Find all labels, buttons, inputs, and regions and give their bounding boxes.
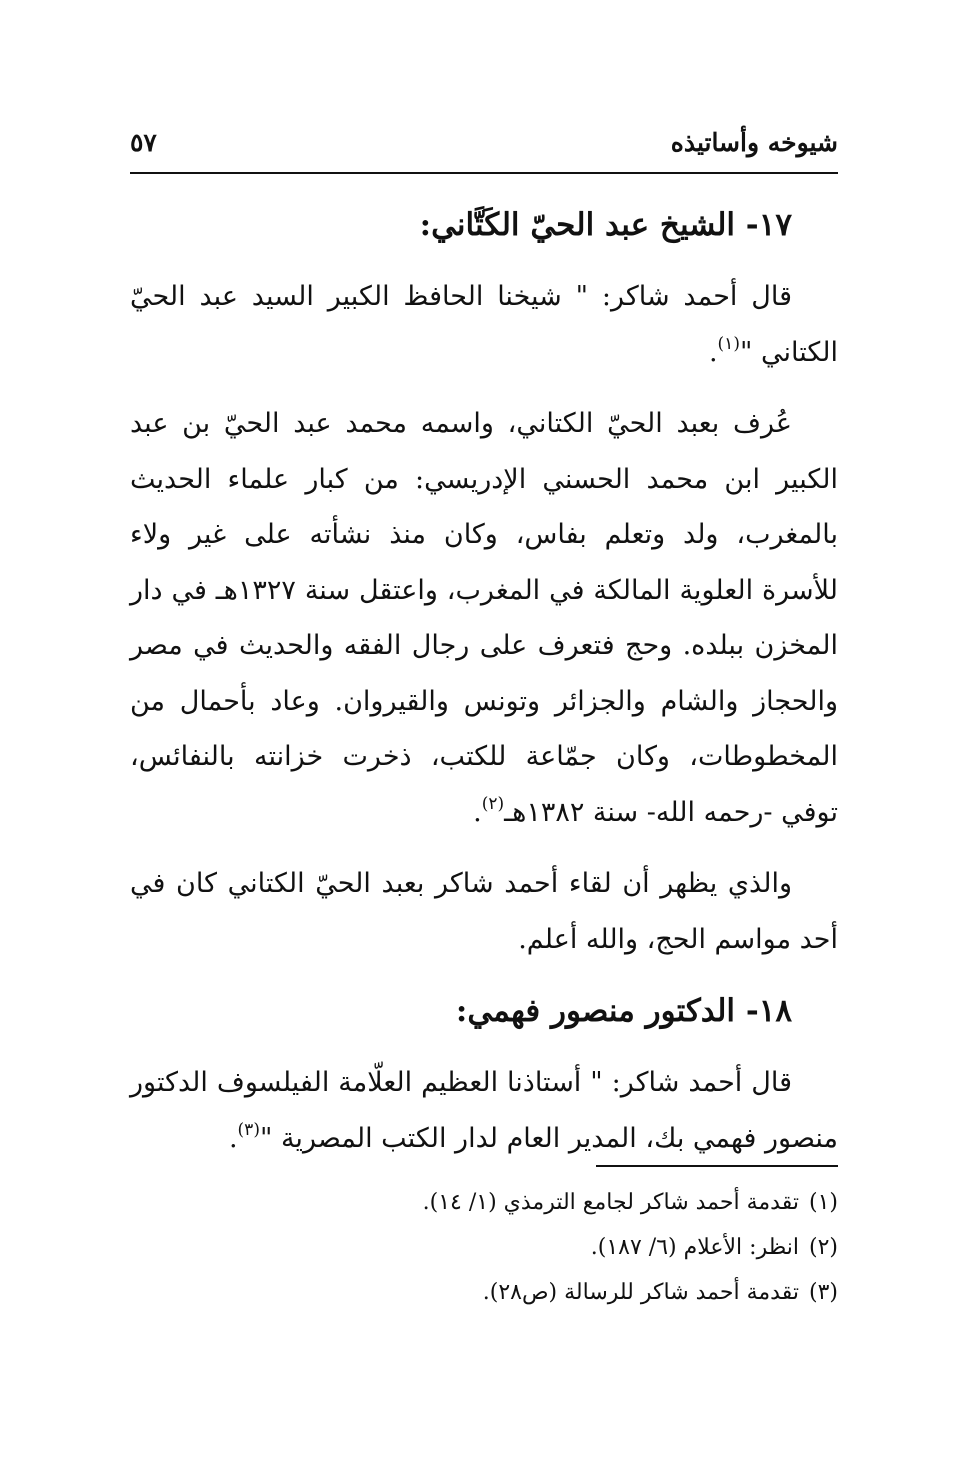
footnote-number: (٢) <box>808 1235 838 1260</box>
section-heading-18: ١٨- الدكتور منصور فهمي: <box>455 993 792 1029</box>
footnote-item <box>130 1270 838 1315</box>
page-number: ٥٧ <box>130 128 157 157</box>
footnote-text: انظر: الأعلام (٦/ ١٨٧). <box>590 1235 799 1260</box>
footnote-ref: (٢) <box>481 793 505 814</box>
footnote-item <box>130 1225 838 1270</box>
footnote-text: تقدمة أحمد شاكر للرسالة (ص٢٨). <box>482 1280 799 1305</box>
quote-paragraph-17: قال أحمد شاكر: " شيخنا الحافظ الكبير السيد عبد الحيّ الكتاني "$^{(١)}$. <box>130 281 838 368</box>
page-header <box>130 128 838 157</box>
footnote-item <box>130 1180 838 1225</box>
footnote-rule <box>596 1165 838 1167</box>
biography-paragraph: عُرف بعبد الحيّ الكتاني، واسمه محمد عبد الحيّ بن عبد الكبير ابن محمد الحسني الإدريسي: من كبار علماء الحديث بالمغرب، ولد وتعلم بفاس، وكان منذ نشأته على غير ولاء للأسرة العلوية المالكة في المغرب، واعتقل سنة ١٣٢٧هـ في دار المخزن ببلده. وحج فتعرف على رجال الفقه والحديث في مصر والحجاز والشام والجزائر وتونس والقيروان. وعاد بأحمال من المخطوطات، وكان جمّاعة للكتب، ذخرت خزانته بالنفائس، توفي -رحمه الله- سنة ١٣٨٢هـ$^{(٢)}$. <box>130 408 838 828</box>
section-heading-17: ١٧- الشيخ عبد الحيّ الكَتَّاني: <box>419 207 792 243</box>
footnote-ref: (٣) <box>237 1119 260 1140</box>
quote-paragraph-18: قال أحمد شاكر: " أستاذنا العظيم العلّامة الفيلسوف الدكتور منصور فهمي بك، المدير العام لدار الكتب المصرية "$^{(٣)}$. <box>130 1067 838 1154</box>
footnote-text: تقدمة أحمد شاكر لجامع الترمذي (١/ ١٤). <box>422 1190 799 1215</box>
biography-text: عُرف بعبد الحيّ الكتاني، واسمه محمد عبد الحيّ بن عبد الكبير ابن محمد الحسني الإدريسي: من كبار علماء الحديث بالمغرب، ولد وتعلم بفاس، وكان منذ نشأته على غير ولاء للأسرة العلوية المالكة في المغرب، واعتقل سنة ١٣٢٧هـ في دار المخزن ببلده. وحج فتعرف على رجال الفقه والحديث في مصر والحجاز والشام والجزائر وتونس والقيروان. وعاد بأحمال من المخطوطات، وكان جمّاعة للكتب، ذخرت خزانته بالنفائس، توفي -رحمه الله- سنة ١٣٨٢هـ <box>130 408 838 828</box>
quote-text: قال أحمد شاكر: " شيخنا الحافظ الكبير السيد عبد الحيّ الكتاني " <box>130 281 838 368</box>
footnote-ref: (١) <box>717 333 740 354</box>
page-body <box>130 195 838 1166</box>
footnote-number: (٣) <box>808 1280 838 1305</box>
quote-text: قال أحمد شاكر: " أستاذنا العظيم العلّامة الفيلسوف الدكتور منصور فهمي بك، المدير العام لدار الكتب المصرية " <box>130 1067 838 1154</box>
footnote-number: (١) <box>808 1190 838 1215</box>
header-rule <box>130 172 838 174</box>
meeting-note-paragraph: والذي يظهر أن لقاء أحمد شاكر بعبد الحيّ الكتاني كان في أحد مواسم الحج، والله أعلم. <box>130 868 838 955</box>
footnotes <box>130 1180 838 1315</box>
running-title: شيوخه وأساتيذه <box>670 128 838 157</box>
